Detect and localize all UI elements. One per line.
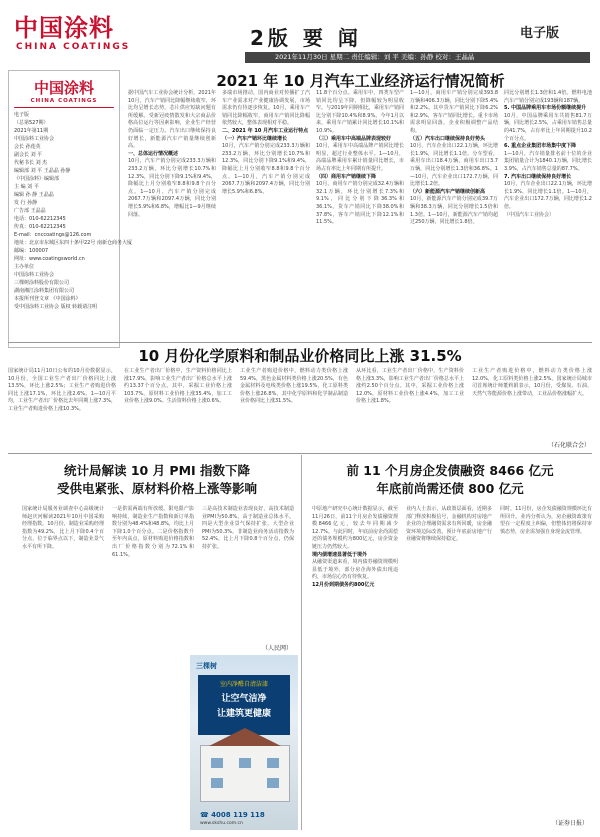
- article1-col2: [222, 90, 310, 342]
- text: 10月，新能源汽车产销分别完成39.7万辆和38.3万辆，同比分别增长1.5倍和1.3倍。1—10月，新能源汽车产销均超过250万辆，同比增长1.8倍。: [410, 196, 498, 226]
- sidebar-line: 地址：北京市东城区东四十条甲22号 南新仓商务大厦: [14, 240, 132, 246]
- ad-line2: 让建筑更健康: [216, 709, 271, 719]
- text: 10月，乘用车中高端品牌产销同比增长明显，超过行业整体水平。1—10月，高端品牌乘用车累计销量同比增长，市场占有率比上年同期有所提升。: [316, 143, 404, 172]
- sidebar-line: 邮编：100007: [14, 248, 49, 254]
- sidebar-line: 发 行 孙静: [14, 200, 38, 206]
- sidebar-line: 中国涂料工业协会: [14, 136, 55, 142]
- page-header: [0, 0, 600, 68]
- article1-col3: [316, 90, 404, 342]
- article3-title-line2: 受供电紧张、原材料价格上涨等影响: [56, 481, 257, 496]
- window-shape: [211, 758, 223, 768]
- sidebar-logo-en: CHINA COATINGS: [30, 98, 98, 104]
- ad-phone: ☎ 4008 119 118: [200, 811, 265, 819]
- divider: [301, 455, 302, 830]
- sidebar-line: 电话：010-62212345: [14, 216, 66, 222]
- masthead-sidebar: [8, 70, 132, 348]
- sidebar-line: 会长 孙莲英: [14, 144, 41, 150]
- dateline-bar: 2021年11月30日 星期二 责任编辑：刘 平 美编：孙静 校对：王晶晶: [245, 52, 590, 63]
- text: 中原地产研究中心统计数据显示，截至11月26日，前11个月房企发债融资规模8466亿元，较去年同期减少12.7%。与此同时，年底前房企尚需偿还的债务规模约为800亿元，房企资金链压力仍然较大。: [312, 506, 398, 550]
- window-shape: [267, 758, 279, 768]
- sidebar-line: 2021年第11期: [14, 128, 49, 134]
- article3-col3: 三是高技术制造业表现良好，高技术制造业PMI为50.8%，高于制造业总体水平。四是大型企业景气保持扩张，大型企业PMI为50.3%。非制造业商务活动指数为52.4%，比上月下降0.8个百分点，仍保持扩张。: [202, 506, 294, 550]
- subheading: （一）汽车产销环比继续增长: [222, 135, 288, 142]
- text: 同比分别增长1.3倍和1.4倍。燃料电池汽车产销分别完成193辆和187辆。: [504, 90, 592, 104]
- subheading: （三）乘用车中高端品牌表现较好: [316, 135, 392, 142]
- article2-col1: 国家统计局11月10日公布的10月份数据显示，10月份，全国工业生产者出厂价格同比上涨13.5%，环比上涨2.5%；工业生产者购进价格同比上涨17.1%，环比上涨2.6%。1—10月平均，工业生产者出厂价格比去年同期上涨7.3%，工业生产者购进价格上涨10.3%。: [8, 368, 116, 412]
- text: 11.8个百分点。乘用车中，四类车型产销同比均呈下降，但降幅较为明显收窄。与2019年同期相比，乘用车产销同比分别下降10.4%和8.9%。今年1月以来，乘用车产销累计同比增长10.1%和10.9%。: [316, 90, 404, 134]
- article1-col4: [410, 90, 498, 342]
- ad-website: www.skshu.com.cn: [200, 821, 243, 826]
- article4-title: [310, 462, 590, 498]
- advertisement[interactable]: [190, 655, 298, 830]
- window-shape: [239, 758, 251, 768]
- text: 多端市场推动，国内商业对传播扩了汽车产业需求对产业健康协调发展，市场需求仍有待逐步恢复。10月，乘用车产销同比降幅收窄，商用车产销同比降幅依然较大，整体表现相对平稳。: [222, 90, 310, 127]
- sidebar-line: 主 编 刘 平: [14, 184, 39, 190]
- window-shape: [211, 778, 223, 788]
- divider: [14, 107, 114, 108]
- sidebar-line: E-mail：cnccoatings@126.com: [14, 232, 92, 238]
- divider: [8, 342, 592, 343]
- ad-slogan: 室内净醛自清洁漆: [219, 681, 268, 688]
- text: 据中国汽车工业协会统计分析，2021年10月，汽车产销同比降幅继续收窄，环比均呈增长态势，芯片供应短缺问题有所缓解。受新冠疫情散发和大宗商品价格高位运行等因素影响，企业生产经营仍面临一定压力。汽车出口继续保持良好增长，新能源汽车产销量继续创新高。: [128, 90, 216, 150]
- sidebar-line: （总第527期）: [14, 120, 49, 126]
- sidebar-line: 广告部 王晶晶: [14, 208, 46, 214]
- subheading: 12月份到期债务约800亿元: [312, 581, 375, 588]
- divider: [8, 453, 592, 454]
- article3-title-line1: 统计局解读 10 月 PMI 指数下降: [63, 463, 251, 478]
- sidebar-line: 网址：www.coatingsworld.cn: [14, 256, 85, 262]
- subheading: 6. 重点企业集团市场集中度下降: [504, 143, 577, 150]
- subheading: 7. 汽车出口继续保持良好增长: [504, 173, 572, 180]
- article2-col3: 工业生产者购进价格中，燃料动力类价格上涨59.4%，黑色金属材料类价格上涨20.5%，有色金属材料及电线类价格上涨19.5%，化工原料类价格上涨26.8%，其中化学原料和化学制品制造业价格同比上涨31.5%。: [240, 368, 348, 405]
- subheading: （五）汽车出口继续保持良好势头: [410, 135, 486, 142]
- edition-label: 电子版: [520, 26, 560, 41]
- article1-col1: [128, 90, 216, 342]
- article2-col4: 从环比看，工业生产者出厂价格中，生产资料价格上涨3.3%，影响工业生产者出厂价格总水平上涨约2.50个百分点。其中，采掘工业价格上涨12.0%，原材料工业价格上涨4.4%，加工工业价格上涨1.8%。: [356, 368, 464, 405]
- window-shape: [267, 778, 279, 788]
- text: 从融资渠道来看，境内债券融资规模明显低于境外，部分房企海外债出现违约，市场信心仍有待恢复。: [312, 559, 398, 581]
- article3-col1: 国家统计局服务业调查中心高级统计师赵庆河解读2021年10月中国采购经理指数。10月份，制造业采购经理指数为49.2%，比上月下降0.4个百分点，位于临界点以下，制造业景气水平有所下降。: [22, 506, 104, 550]
- article1-title: 2021 年 10 月汽车工业经济运行情况简析: [216, 72, 505, 90]
- article2-col2: 在工业生产者出厂价格中，生产资料价格同比上涨17.9%，影响工业生产者出厂价格总水平上涨约13.37个百分点。其中，采掘工业价格上涨103.7%，原材料工业价格上涨35.4%，加工工业价格上涨9.0%。生活资料价格上涨0.6%。: [124, 368, 232, 405]
- ad-banner: [198, 675, 290, 735]
- text: 10月，商用车产销分别完成32.4万辆和32.1万辆，环比分别增长7.3%和9.1%，同比分别下降36.3%和36.1%。货车产销同比下降38.0%和37.8%，客车产销同比下降12.1%和11.5%。: [316, 181, 404, 226]
- sidebar-line: 编辑部 刘 平 王晶晶 孙静: [14, 168, 71, 174]
- sidebar-lines: [9, 111, 132, 311]
- text: 1—10月，汽车销量排名前十位的企业集团销量合计为1840.1万辆，同比增长3.9%，占汽车销售总量的87.7%。: [504, 150, 592, 172]
- subheading: （四）商用车产销继续下降: [316, 173, 377, 180]
- section-title: 2版 要 闻: [250, 26, 362, 50]
- article4-col2: 业内人士表示，从政策层面看，近期多部门释放积极信号，金融机构对房地产企业的合理融资需求有所回暖，房企融资环境边际改善。预计年底前房地产行业融资将继续保持稳定。: [406, 506, 492, 543]
- sidebar-line: 受中国涂料工业协会 版权 转载请注明: [14, 304, 98, 310]
- sidebar-line: 三棵树涂料股份有限公司: [14, 280, 70, 286]
- article4-title-line1: 前 11 个月房企发债融资 8466 亿元: [346, 463, 554, 478]
- article2-col5: 工业生产者购进价格中，燃料动力类价格上涨12.0%，化工原料类价格上涨2.5%。国家统计局城市司首席统计师董莉娟表示，10月份，受煤炭、石油、天然气等能源价格上涨带动，工业品价格涨幅扩大。: [472, 368, 592, 397]
- source-credit: （石化联合会）: [548, 442, 591, 449]
- article4-title-line2: 年底前尚需还债 800 亿元: [376, 481, 524, 496]
- sidebar-line: 传真：010-62212345: [14, 224, 66, 230]
- subheading: 一、总体运行情况概述: [128, 150, 179, 157]
- masthead-logo-en: CHINA COATINGS: [16, 42, 131, 52]
- article2-title: 10 月份化学原料和制品业价格同比上涨 31.5%: [138, 347, 462, 365]
- article1-col5: [504, 90, 592, 342]
- source-credit: （证券日报）: [552, 820, 589, 827]
- article4-col1: [312, 506, 398, 826]
- sidebar-line: 湖南湘江涂料集团有限公司: [14, 288, 75, 294]
- subheading: 5. 中国品牌乘用车市场份额继续提升: [504, 105, 587, 112]
- sidebar-line: 代秘书长 刘 杰: [14, 160, 48, 166]
- sidebar-line: 副会长 刘 平: [14, 152, 43, 158]
- sidebar-logo: 中国涂料: [33, 79, 94, 97]
- text: 10月，汽车产销分别完成233.3万辆和233.2万辆，环比分别增长10.7%和12.3%，同比分别下降9.1%和9.4%，降幅比上月分别收窄8.8和9.8个百分点。1—10月，汽车产销分别完成2067.7万辆和2097.4万辆，同比分别增长5.9%和6.8%，增幅比1—9月继续回落。: [128, 158, 216, 218]
- article3-col2: 一是供需两端有所放缓。限电限产影响持续，制造业生产指数和新订单指数分别为48.4%和48.8%，均比上月下降1.0个百分点。二是价格指数升至年内高点，原材料购进价格指数和出厂价格指数分别为72.1%和61.1%。: [112, 506, 194, 558]
- house-illustration: [200, 745, 290, 802]
- masthead-logo: 中国涂料: [14, 13, 114, 42]
- subheading: （六）新能源汽车产销继续创新高: [410, 188, 486, 195]
- sidebar-line: 编辑 孙 静 王晶晶: [14, 192, 54, 198]
- text: 10月，汽车企业出口22.1万辆，环比增长1.9%，同比增长1.1倍。分车型看，乘用车出口18.4万辆，商用车出口3.7万辆，同比分别增长1.3倍和36.8%。1—10月，汽车企业出口172.7万辆，同比增长1.2倍。: [410, 143, 498, 188]
- text: 10月，中国品牌乘用车共销售81.7万辆，同比增长2.5%，占乘用车销售总量的41.7%，占有率比上年同期提升10.2个百分点。: [504, 112, 592, 142]
- article4-col3: 同时，11月份，房企发债融资规模环比有所回升。业内分析认为，房企融资政策有望在一定程度上纠偏，但整体仍将保持审慎态势，房企需加强自身现金流管理。: [500, 506, 592, 535]
- sidebar-line: 电子版: [14, 112, 30, 118]
- article3-title: [22, 462, 292, 498]
- text: 10月，汽车企业出口22.1万辆，环比增长1.9%，同比增长1.1倍。1—10月，汽车企业出口172.7万辆，同比增长1.2倍。: [504, 181, 592, 210]
- subheading: 二、2021 年 10 月汽车工业运行特点: [222, 127, 309, 134]
- subheading: 境内债增速显著低于境外: [312, 551, 368, 558]
- source-credit: （人民网）: [262, 645, 293, 652]
- sidebar-line: 《中国涂料》编辑部: [14, 176, 60, 182]
- ad-brand: 三棵树: [196, 662, 217, 670]
- text: 1—10月，商用车产销分别完成393.8万辆和406.3万辆，同比分别下降5.4%和2.2%。其中货车产销同比下降6.2%和2.9%，客车产销同比增长。重卡市场需求明显回落，企业积极调整产品结构。: [410, 90, 498, 134]
- sidebar-line: 主办单位: [14, 264, 35, 270]
- source-credit: （中国汽车工业协会）: [504, 211, 555, 218]
- sidebar-line: 中国涂料工业协会: [14, 272, 55, 278]
- text: 10月，汽车产销分别完成233.3万辆和233.2万辆，环比分别增长10.7%和12.3%，同比分别下降9.1%和9.4%，降幅比上月分别收窄8.8和9.8个百分点。1—10月，汽车产销分别完成2067.7万辆和2097.4万辆，同比分别增长5.9%和6.8%。: [222, 143, 310, 195]
- sidebar-line: 本报所刊登文章 《中国涂料》: [14, 296, 81, 302]
- ad-line1: 让空气洁净: [221, 694, 267, 704]
